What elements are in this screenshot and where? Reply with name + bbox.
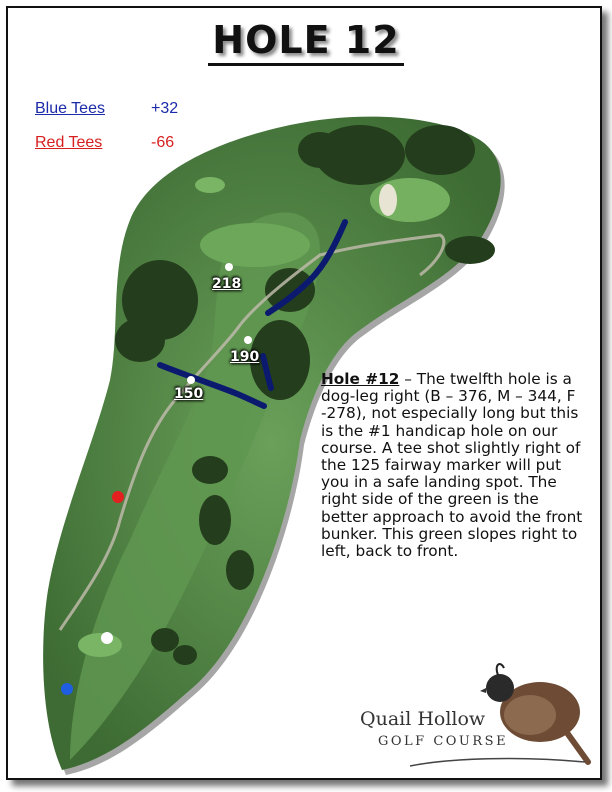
- logo-name: Quail Hollow: [360, 708, 486, 730]
- green-adjacent: [200, 223, 310, 267]
- bunker: [379, 184, 397, 216]
- marker-150-dot: [187, 376, 195, 384]
- yardage-218: 218: [212, 276, 242, 292]
- red-tees-value: -66: [151, 134, 175, 151]
- blue-tees-label: Blue Tees: [35, 100, 105, 117]
- logo-subtitle: GOLF COURSE: [378, 734, 509, 749]
- marker-190-dot: [244, 336, 252, 344]
- yardage-190: 190: [230, 349, 260, 365]
- description-body: – The twelfth hole is a dog-leg right (B – 376, M – 344, F -278), not especially long but this is the #1 handicap hole on our course. A tee shot slightly right of the 125 fairway marker will put you in a safe landing spot. The right side of the green is the better approach to avoid the front bunker. This green slopes right to left, back to front.: [321, 370, 583, 561]
- red-tee-dot: [112, 491, 124, 503]
- tee-box-white: [78, 633, 122, 657]
- tee-box-small: [195, 177, 225, 193]
- red-tees-label: Red Tees: [35, 134, 103, 151]
- yardage-150: 150: [174, 386, 204, 402]
- hole-description: [321, 371, 583, 560]
- blue-tees-value: +32: [151, 100, 179, 117]
- marker-218-dot: [225, 263, 233, 271]
- description-heading: Hole #12: [321, 370, 400, 388]
- white-tee-dot: [101, 632, 113, 644]
- blue-tee-dot: [61, 683, 73, 695]
- page-title: HOLE 12: [0, 18, 612, 62]
